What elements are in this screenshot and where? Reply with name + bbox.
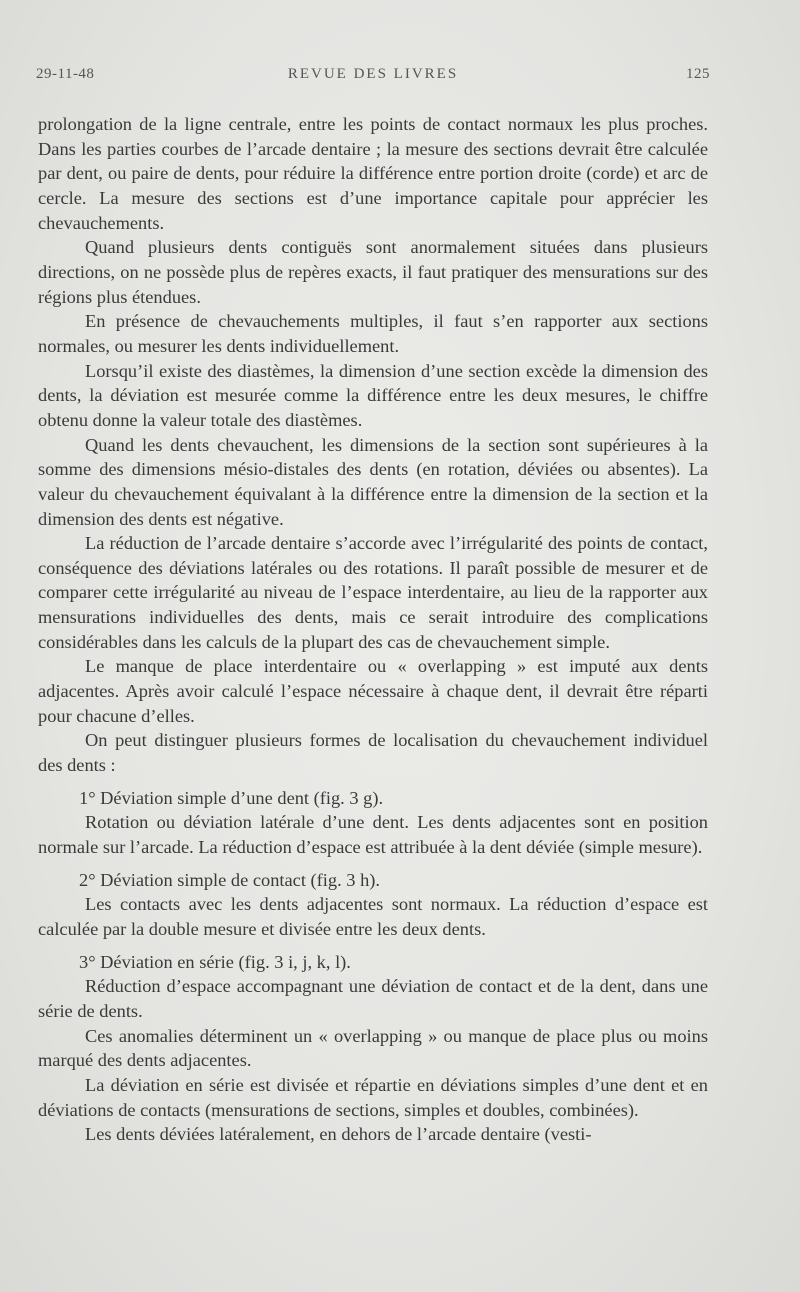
body-text [38, 112, 708, 1147]
list-heading-3: 3° Déviation en série (fig. 3 i, j, k, l). [79, 951, 351, 972]
paragraph: Quand plusieurs dents contiguës sont anormalement situées dans plusieurs directions, on ne possède plus de repères exacts, il faut pratiquer des mensurations sur des régions plus étendues. [38, 237, 708, 307]
paragraph: En présence de chevauchements multiples, il faut s’en rapporter aux sections normales, ou mesurer les dents individuellement. [38, 311, 708, 356]
paragraph: On peut distinguer plusieurs formes de localisation du chevauchement individuel des dents : [38, 730, 708, 776]
paragraph: Réduction d’espace accompagnant une déviation de contact et de la dent, dans une série de dents. [38, 976, 708, 1021]
page-number: 125 [686, 66, 710, 82]
list-heading-2: 2° Déviation simple de contact (fig. 3 h). [79, 869, 381, 890]
paragraph: Quand les dents chevauchent, les dimensions de la section sont supérieures à la somme des dimensions mésio-distales des dents (en rotation, déviées ou absentes). La valeur du chevauchement équivalant à la différence entre la dimension de la section et la dimension des dents est négative. [38, 434, 708, 529]
paragraph: La déviation en série est divisée et répartie en déviations simples d’une dent et en déviations de contacts (mensurations de sections, simples et doubles, combinées). [38, 1074, 708, 1120]
paragraph: Rotation ou déviation latérale d’une dent. Les dents adjacentes sont en position normale sur l’arcade. La réduction d’espace est attribuée à la dent déviée (simple mesure). [38, 812, 708, 858]
header-title: REVUE DES LIVRES [287, 66, 459, 82]
paragraph: Lorsqu’il existe des diastèmes, la dimension d’une section excède la dimension des dents, la déviation est mesurée comme la différence entre les deux mesures, le chiffre obtenu donne la valeur totale des diastèmes. [38, 360, 708, 430]
header-date: 29-11-48 [36, 66, 95, 82]
paragraph: Les contacts avec les dents adjacentes sont normaux. La réduction d’espace est calculée par la double mesure et divisée entre les deux dents. [38, 894, 708, 939]
running-header [36, 66, 710, 90]
paragraph-continued: prolongation de la ligne centrale, entre les points de contact normaux les plus proches. Dans les parties courbes de l’arcade dentaire ; la mesure des sections devrait être calculée par dent, ou paire de dents, pour réduire la différence entre portion droite (corde) et arc de cercle. La mesure des sections est d’une importance capitale pour apprécier les chevauchements. [38, 114, 708, 233]
paragraph: Les dents déviées latéralement, en dehors de l’arcade dentaire (vesti- [85, 1124, 592, 1145]
list-heading-1: 1° Déviation simple d’une dent (fig. 3 g). [79, 787, 384, 808]
paragraph: Ces anomalies déterminent un « overlapping » ou manque de place plus ou moins marqué des dents adjacentes. [38, 1025, 708, 1071]
paragraph: La réduction de l’arcade dentaire s’accorde avec l’irrégularité des points de contact, conséquence des déviations latérales ou des rotations. Il paraît possible de mesurer et de comparer cette irrégularité au niveau de l’espace interdentaire, au lieu de la rapporter aux mensurations individuelles des dents, mais ce serait introduire des complications considérables dans les calculs de la plupart des cas de chevauchement simple. [38, 533, 708, 652]
paragraph: Le manque de place interdentaire ou « overlapping » est imputé aux dents adjacentes. Après avoir calculé l’espace nécessaire à chaque dent, il devrait être réparti pour chacune d’elles. [38, 656, 708, 726]
